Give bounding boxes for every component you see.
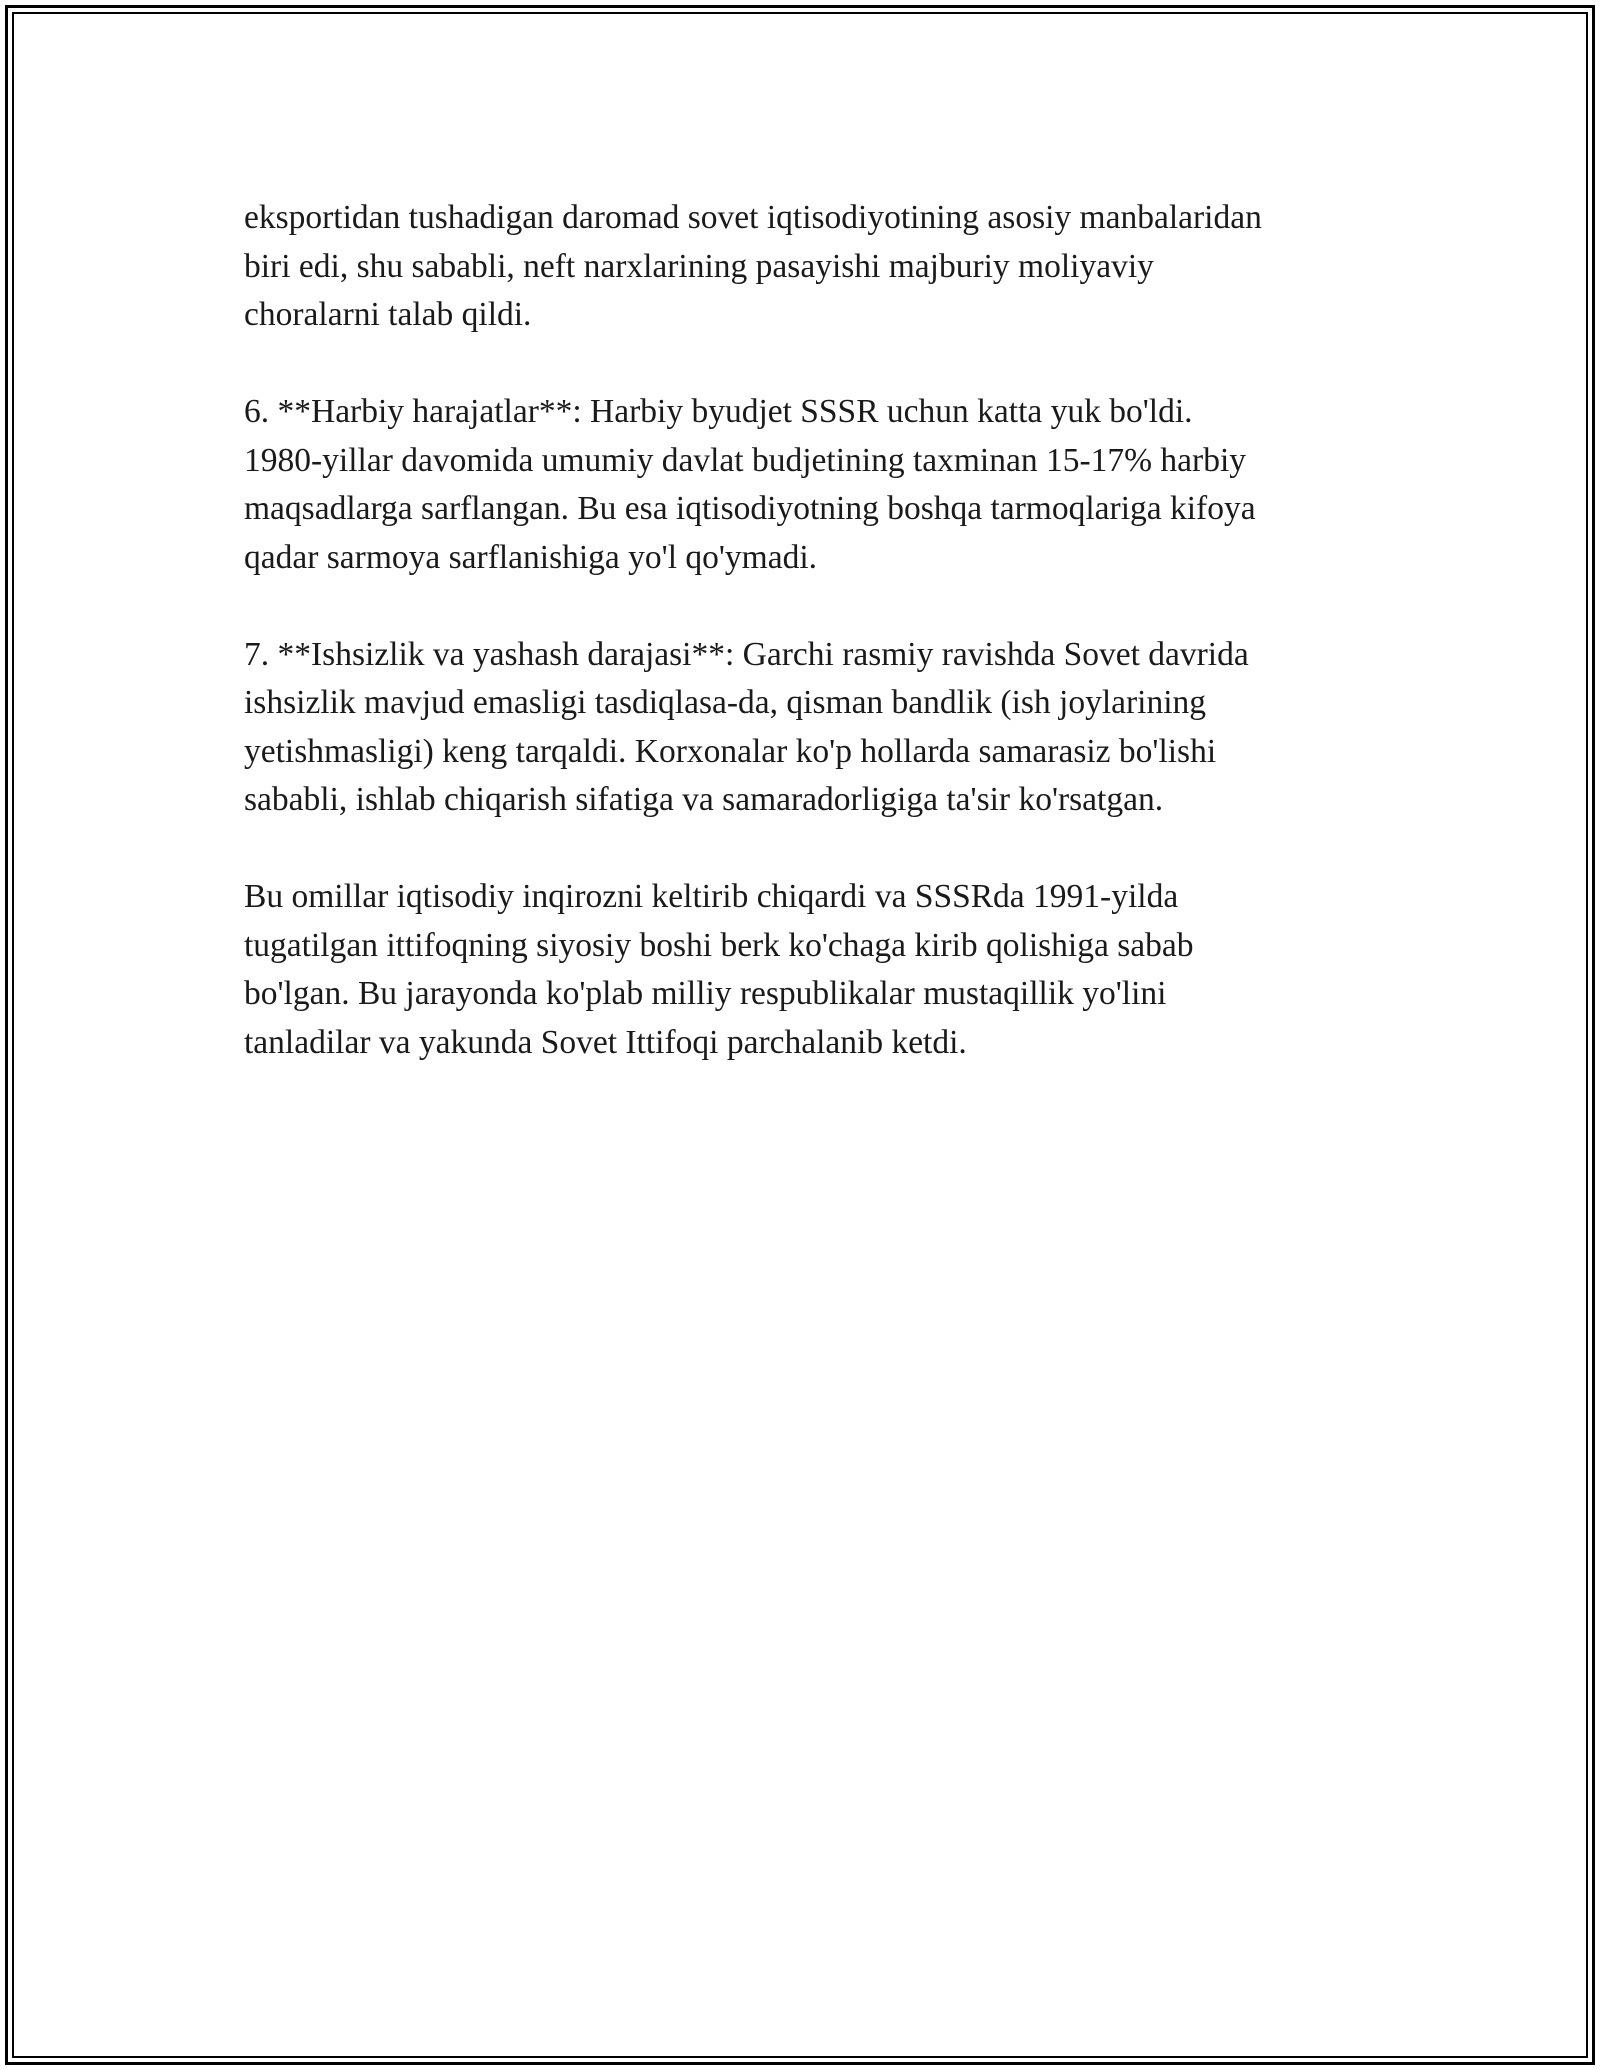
paragraph-military-spending (244, 388, 1384, 582)
text-line: tugatilgan ittifoqning siyosiy boshi berk ko'chaga kirib qolishiga sabab (244, 926, 1194, 964)
text-line: 7. **Ishsizlik va yashash darajasi**: Garchi rasmiy ravishda Sovet davrida (244, 635, 1249, 673)
text-line: 6. **Harbiy harajatlar**: Harbiy byudjet SSSR uchun katta yuk bo'ldi. (244, 393, 1193, 430)
paragraph-unemployment (244, 631, 1384, 825)
text-line: ishsizlik mavjud emasligi tasdiqlasa-da, qisman bandlik (ish joylarining (244, 684, 1207, 721)
text-line: bo'lgan. Bu jarayonda ko'plab milliy respublikalar mustaqillik yo'lini (244, 975, 1167, 1012)
text-line: 1980-yillar davomida umumiy davlat budjetining taxminan 15-17% harbiy (244, 441, 1247, 479)
text-line: choralarni talab qildi. (244, 296, 532, 333)
text-line: yetishmasligi) keng tarqaldi. Korxonalar ko'p hollarda samarasiz bo'lishi (244, 732, 1217, 770)
text-line: qadar sarmoya sarflanishiga yo'l qo'ymadi. (244, 538, 818, 576)
text-line: Bu omillar iqtisodiy inqirozni keltirib chiqardi va SSSRda 1991-yilda (244, 878, 1179, 915)
page-frame (5, 5, 1595, 2065)
paragraph-conclusion (244, 873, 1384, 1067)
text-line: eksportidan tushadigan daromad sovet iqtisodiyotining asosiy manbalaridan (244, 199, 1262, 236)
document-body (244, 194, 1384, 1116)
text-line: tanladilar va yakunda Sovet Ittifoqi parchalanib ketdi. (244, 1023, 967, 1061)
text-line: sababli, ishlab chiqarish sifatiga va samaradorligiga ta'sir ko'rsatgan. (244, 781, 1164, 818)
text-line: maqsadlarga sarflangan. Bu esa iqtisodiyotning boshqa tarmoqlariga kifoya (244, 490, 1256, 527)
paragraph-oil-export (244, 194, 1384, 340)
text-line: biri edi, shu sababli, neft narxlarining pasayishi majburiy moliyaviy (244, 247, 1154, 285)
